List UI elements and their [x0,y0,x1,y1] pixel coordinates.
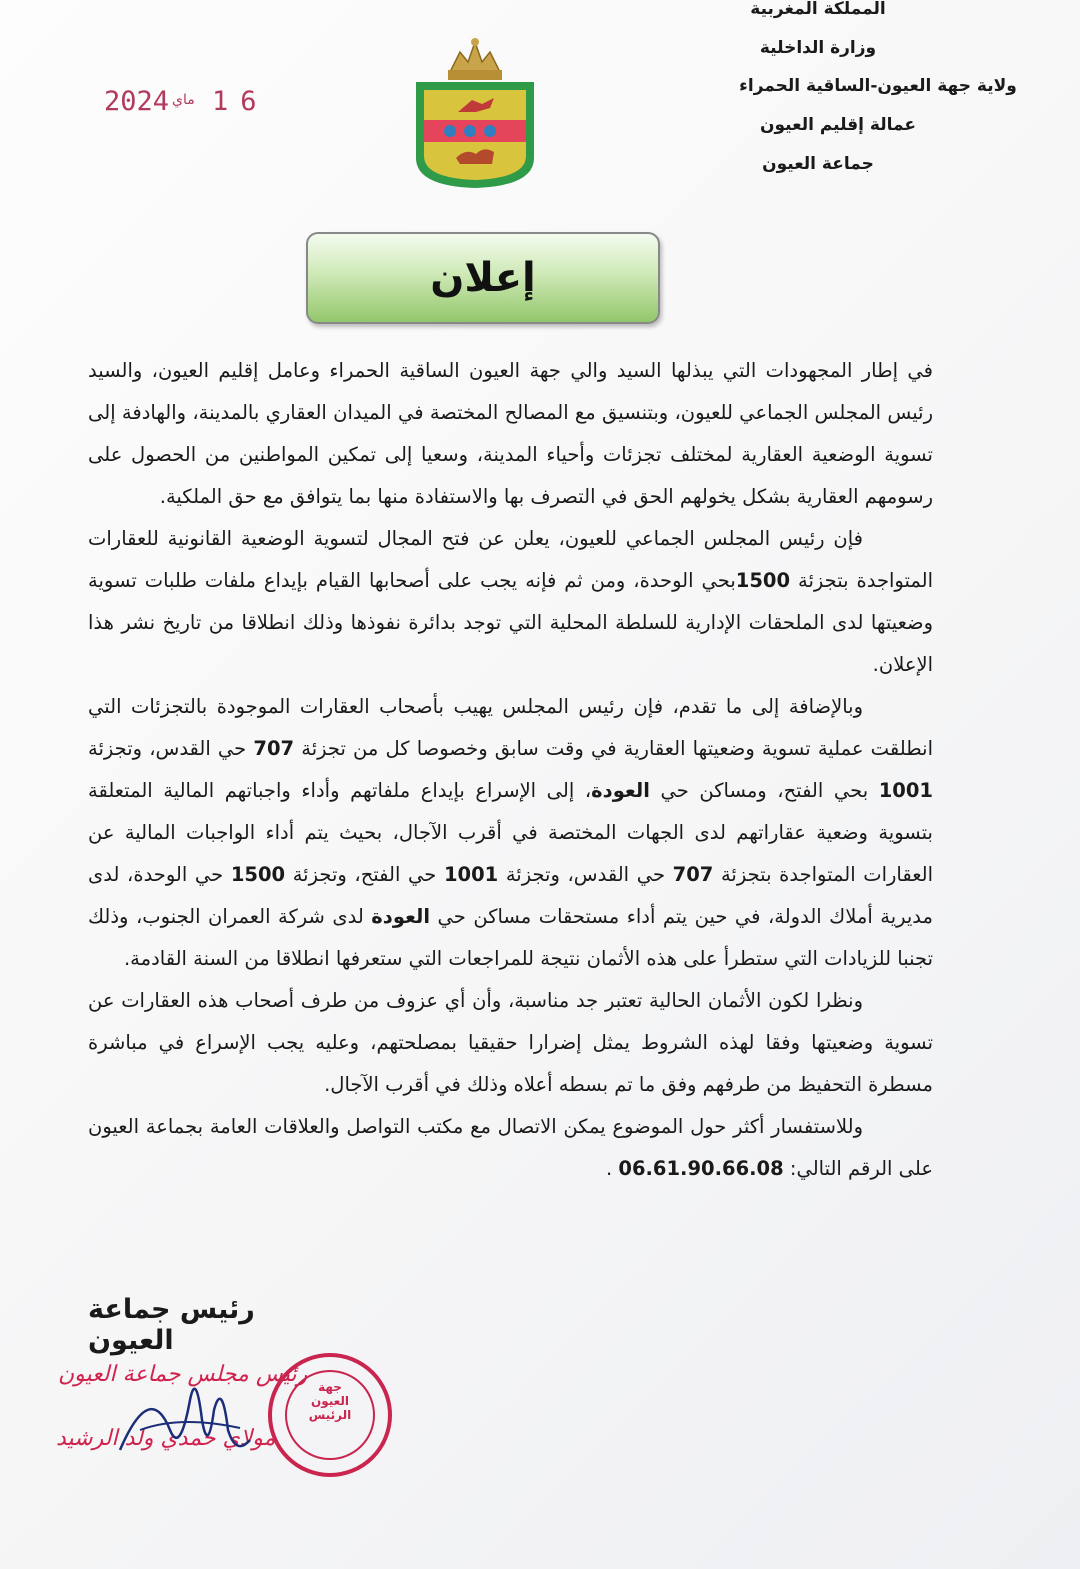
stamp-text: جهة العيون الرئيس [308,1380,352,1422]
issuer-header [738,0,1018,193]
paragraph-4: ونظرا لكون الأثمان الحالية تعتبر جد مناسبة، وأن أي عزوف من طرف أصحاب هذه العقارات عن تسوية وضعيتها وفقا لهذه الشروط يمثل إضرارا حقيقيا بمصلحتهم، وعليه يجب الإسراع في مباشرة مسطرة التحفيظ من طرفهم وفق ما تم بسطه أعلاه وذلك في أقرب الآجال. [88,989,933,1096]
signature-block [50,1350,380,1480]
header-ministry: وزارة الداخلية [759,37,877,58]
header-kingdom: المملكة المغربية [750,0,886,19]
date-stamp [104,80,269,120]
paragraph-1: في إطار المجهودات التي يبذلها السيد والي جهة العيون الساقية الحمراء وعامل إقليم العيون، والسيد رئيس المجلس الجماعي للعيون، وبتنسيق مع المصالح المختصة في الميدان العقاري بالمدينة، والهادفة إلى تسوية الوضعية العقارية لمختلف تجزئات وأحياء المدينة، وسعيا إلى تمكين المواطنين من الحصول على رسومهم العقارية بشكل يخولهم الحق في التصرف بها والاستفادة منها بما يتوافق مع حق الملكية. [88,359,933,508]
announcement-title-box [306,232,660,324]
handwritten-office: رئيس مجلس جماعة العيون [58,1362,308,1387]
date-day: 16 [212,86,269,117]
signature-scribble-icon [110,1360,260,1470]
date-month: ماي [172,92,195,108]
header-region: ولاية جهة العيون-الساقية الحمراء [739,76,1017,97]
header-prefecture: عمالة إقليم العيون [759,115,916,136]
paragraph-5: وللاستفسار أكثر حول الموضوع يمكن الاتصال مع مكتب التواصل والعلاقات العامة بجماعة العيون على الرقم التالي: 06.61.90.66.08 . [88,1115,933,1180]
paragraph-2: فإن رئيس المجلس الجماعي للعيون، يعلن عن فتح المجال لتسوية الوضعية القانونية للعقارات المتواجدة بتجزئة 1500بحي الوحدة، ومن ثم فإنه يجب على أصحابها القيام بإيداع ملفات طلبات تسوية وضعيتها لدى الملحقات الإدارية للسلطة المحلية التي توجد بدائرة نفوذها وذلك انطلاقا من تاريخ نشر هذا الإعلان. [88,527,934,676]
coat-of-arms-icon [410,28,540,190]
handwritten-name: مولاي حمدي ولد الرشيد [56,1426,276,1451]
paragraph-3: وبالإضافة إلى ما تقدم، فإن رئيس المجلس يهيب بأصحاب العقارات الموجودة بالتجزئات التي انطلقت عملية تسوية وضعيتها العقارية في وقت سابق وخصوصا كل من تجزئة 707 حي القدس، وتجزئة 1001 بحي الفتح، ومساكن حي العودة، إلى الإسراع بإيداع ملفاتهم وأداء واجباتهم المالية المتعلقة بتسوية وضعية عقاراتهم لدى الجهات المختصة في أقرب الآجال، بحيث يتم أداء الواجبات المالية عن العقارات المتواجدة بتجزئة 707 حي القدس، وتجزئة 1001 حي الفتح، وتجزئة 1500 حي الوحدة، لدى مديرية أملاك الدولة، في حين يتم أداء مستحقات مساكن حي العودة لدى شركة العمران الجنوب، وذلك تجنبا للزيادات التي ستطرأ على هذه الأثمان نتيجة للمراجعات التي ستعرفها انطلاقا من السنة القادمة. [88,695,934,970]
date-year: 2024 [104,86,170,117]
announcement-title: إعلان [430,255,536,301]
announcement-body [88,350,933,1190]
signatory-title: رئيس جماعة العيون [88,1294,255,1356]
header-commune: جماعة العيون [762,153,874,174]
official-stamp [250,1350,410,1480]
contact-phone: 06.61.90.66.08 [618,1157,784,1180]
